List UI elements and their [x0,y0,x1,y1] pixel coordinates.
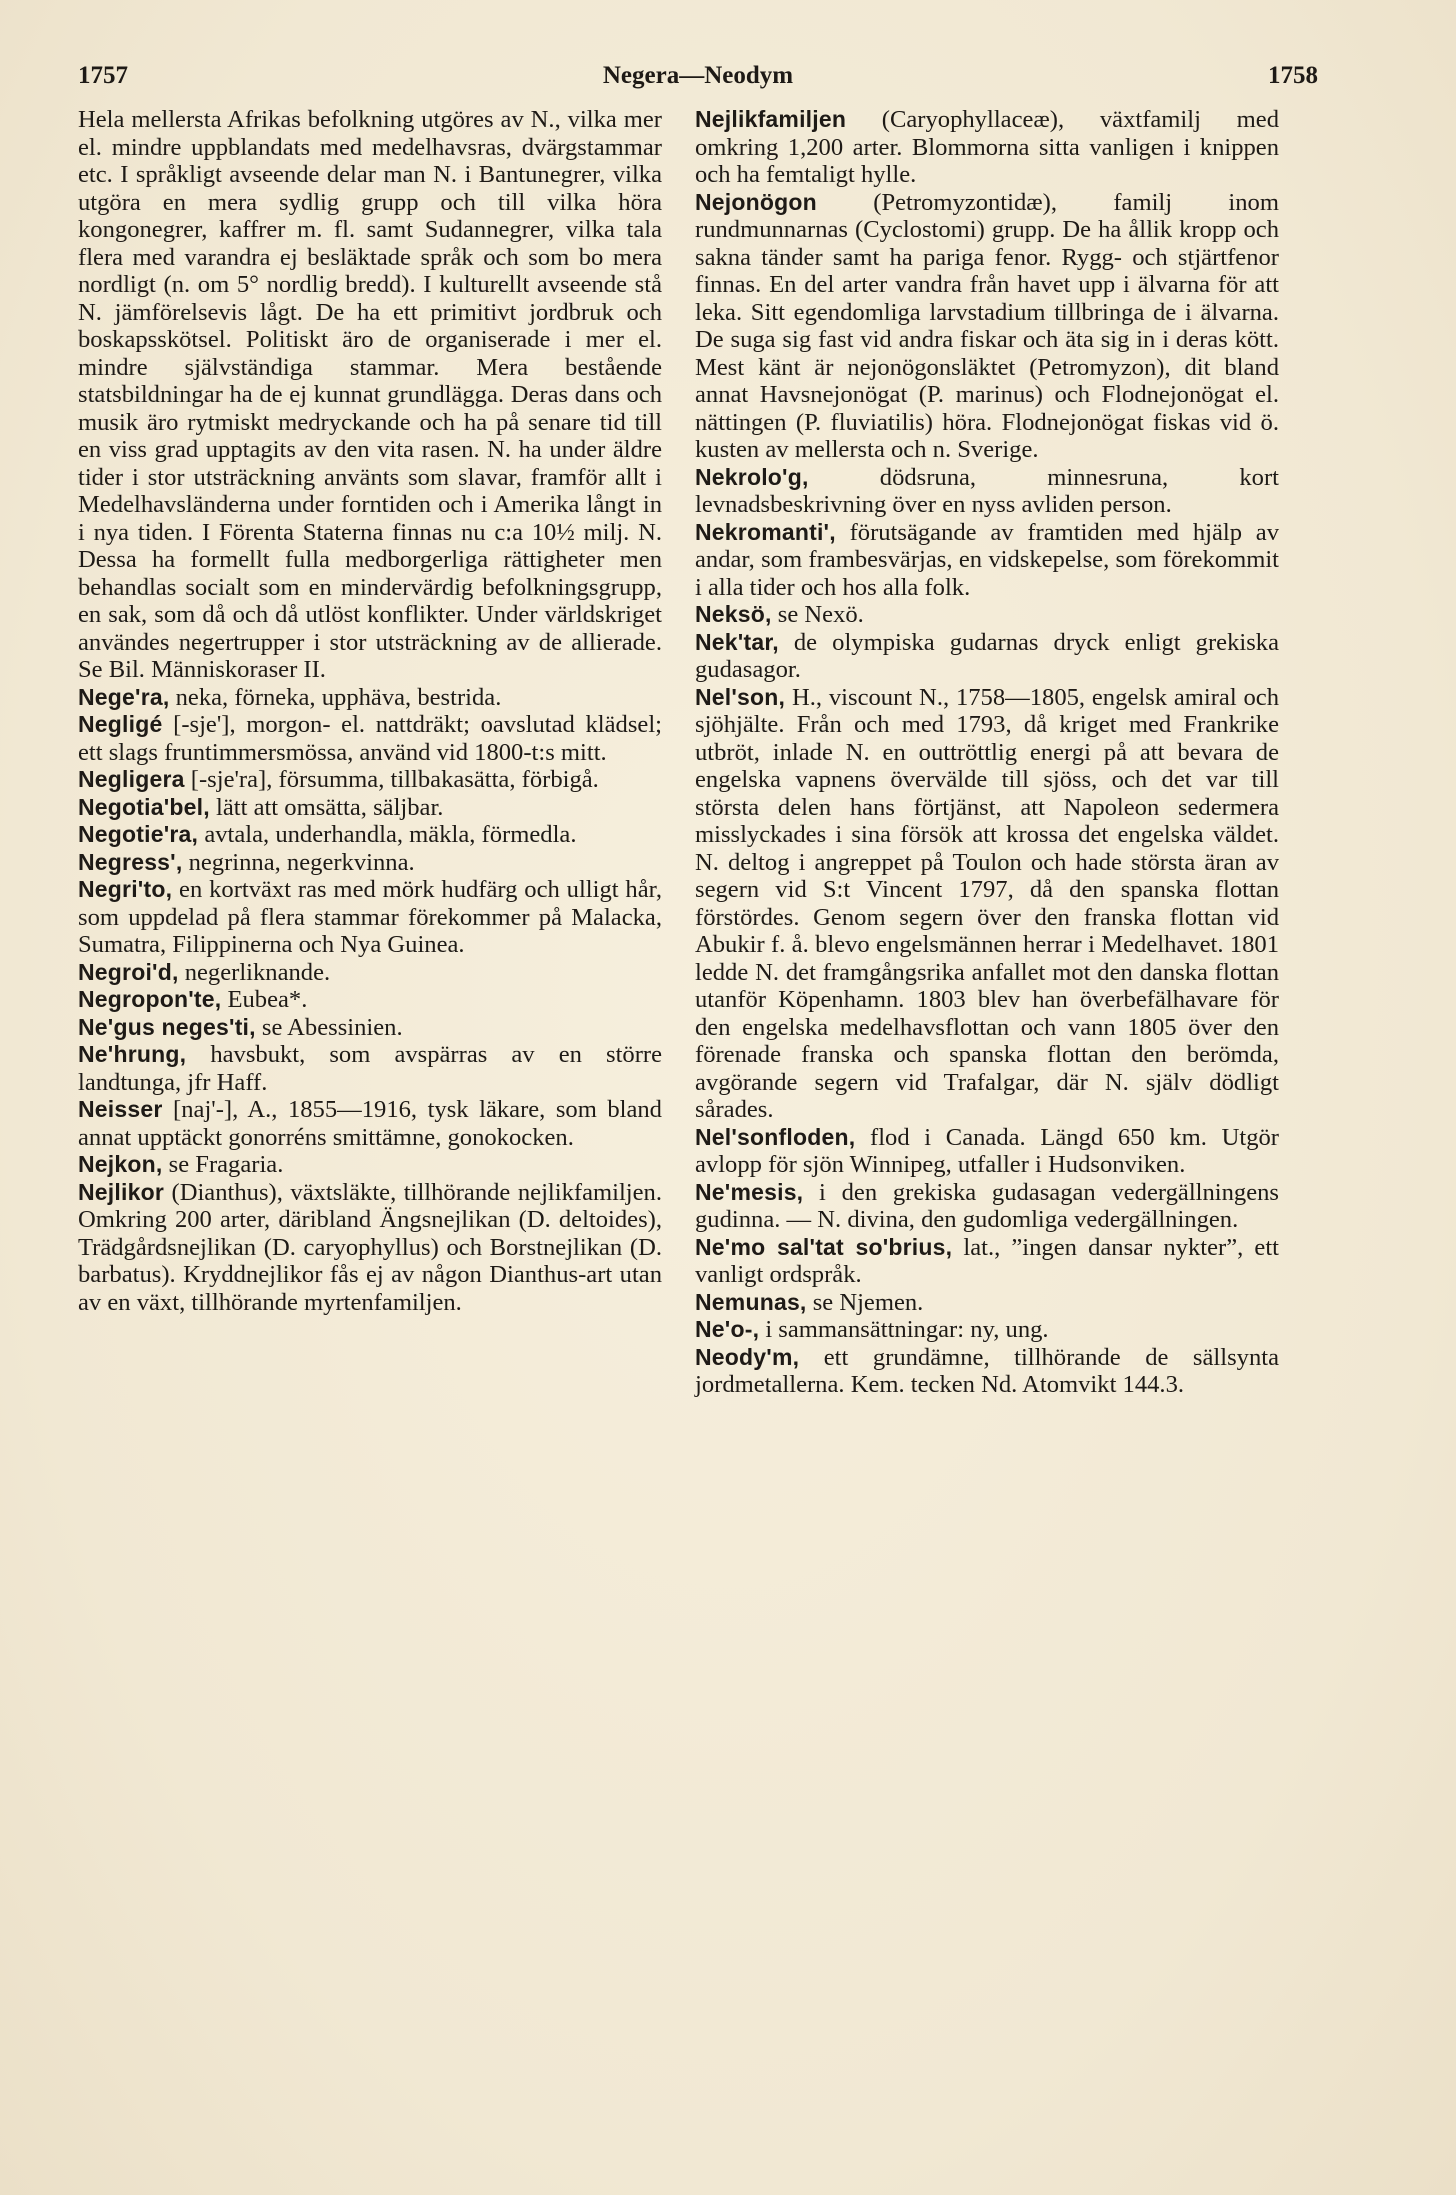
entry-headword: Negligera [78,766,185,792]
entry-headword: Nekromanti', [695,518,836,545]
entry-headword: Negotia'bel, [78,793,210,820]
page-number-left: 1757 [78,62,128,89]
entry-headword: Ne'o-, [695,1316,760,1342]
dictionary-entry [78,794,662,822]
dictionary-entry [695,519,1279,602]
dictionary-entry [695,1124,1279,1179]
entry-text: Hela mellersta Afrikas befolkning utgöres av N., vilka mer el. mindre uppblandats med medelhavsras, dvärgstammar etc. I språkligt avseende delar man N. i Bantunegrer, vilka utgöra en mera sydlig grupp och till vilka höra kongonegrer, kaffrer m. fl. samt Sudannegrer, vilka tala flera med varandra ej besläktade språk och som bo mera nordligt (n. om 5° nordlig bredd). I kulturellt avseende stå N. jämförelsevis lågt. De ha ett primitivt jordbruk och boskapsskötsel. Politiskt äro de organiserade i mer el. mindre självständiga stammar. Mera bestående statsbildningar ha de ej kunnat grundlägga. Deras dans och musik äro rytmiskt medryckande och ha på senare tid till en viss grad upptagits av den vita rasen. N. ha under äldre tider i stor utsträckning använts som slavar, framför allt i Medelhavsländerna under forntiden och i Amerika långt in i nya tiden. I Förenta Staterna finnas nu c:a 10½ milj. N. Dessa ha formellt fulla medborgerliga rättigheter men behandlas socialt som en mindervärdig befolkningsgrupp, en sak, som då och då utlöst konflikter. Under världskriget användes negertrupper i stor utsträckning av de allierade. Se Bil. Människoraser II. [78,106,662,683]
entry-headword: Nege'ra, [78,683,170,710]
entry-text: H., viscount N., 1758—1805, engelsk amiral och sjöhjälte. Från och med 1793, då kriget med Frankrike utbröt, inlade N. en outtröttlig energi på att bevara de engelska vapnens övervälde till sjöss, och det var till största delen hans förtjänst, att Napoleon sedermera misslyckades i sina försök att krossa det engelska väldet. N. deltog i angreppet på Toulon och hade största äran av segern vid S:t Vincent 1797, då den spanska flottan förstördes. Genom segern över den franska flottan vid Abukir f. å. blevo engelsmännen herrar i Medelhavet. 1801 ledde N. det framgångsrika anfallet mot den danska flottan utanför Köpenhamn. 1803 blev han överbefälhavare för den engelska medelhavsflottan och vann 1805 över den förenade franska och spanska flottan den berömda, avgörande segern vid Trafalgar, där N. själv dödligt sårades. [695,683,1280,1123]
dictionary-entry [78,876,662,959]
entry-headword: Nejlikor [78,1178,164,1205]
entry-headword: Ne'gus neges'ti, [78,1013,256,1040]
dictionary-entry [78,684,662,712]
dictionary-entry [695,1316,1279,1344]
entry-text: (Petromyzontidæ), familj inom rundmunnarnas (Cyclostomi) grupp. De ha ållik kropp och sakna tänder samt ha pariga fenor. Rygg- och stjärtfenor finnas. En del arter vandra från havet upp i älvarna för att leka. Sitt egendomliga larvstadium tillbringa de i älvarna. De suga sig fast vid andra fiskar och äta sig in i deras kött. Mest känt är nejonögonsläktet (Petromyzon), dit bland annat Havsnejonögat (P. marinus) och Flodnejonögat el. nättingen (P. fluviatilis) höra. Flodnejonögat fiskas vid ö. kusten av mellersta och n. Sverige. [695,188,1279,463]
dictionary-entry [78,821,662,849]
dictionary-entry [695,629,1279,684]
entry-text: avtala, underhandla, mäkla, förmedla. [204,821,577,848]
entry-headword: Nejlikfamiljen [695,106,847,132]
entry-headword: Negligé [78,711,163,737]
dictionary-entry [78,959,662,987]
dictionary-entry [78,849,662,877]
entry-text: [naj'-], A., 1855—1916, tysk läkare, som bland annat upptäckt gonorréns smittämne, gonokocken. [78,1096,662,1151]
entry-text: dödsruna, minnesruna, kort levnadsbeskrivning över en nyss avliden person. [695,463,1279,518]
dictionary-entry [695,189,1279,464]
entry-text: Eubea*. [227,986,308,1013]
dictionary-entry [78,711,662,766]
dictionary-entry [78,1041,662,1096]
entry-headword: Nekrolo'g, [695,463,809,490]
entry-headword: Neisser [78,1096,163,1122]
entry-headword: Negotie'ra, [78,821,199,847]
entry-text: havsbukt, som avspärras av en större landtunga, jfr Haff. [78,1041,662,1096]
dictionary-entry [695,1234,1279,1289]
entry-headword: Negri'to, [78,876,173,902]
entry-text: de olympiska gudarnas dryck enligt grekiska gudasagor. [695,628,1279,683]
entry-text: (Dianthus), växtsläkte, tillhörande nejlikfamiljen. Omkring 200 arter, däribland Ängsnejlikan (D. deltoides), Trädgårdsnejlikan (D. caryophyllus) och Borstnejlikan (D. barbatus). Kryddnejlikor fås ej av någon Dianthus-art utan av en växt, tillhörande myrtenfamiljen. [78,1178,662,1316]
entry-headword: Ne'hrung, [78,1041,187,1067]
entry-headword: Ne'mesis, [695,1178,804,1205]
entry-headword: Neody'm, [695,1343,800,1370]
entry-text: i sammansättningar: ny, ung. [765,1316,1049,1343]
entry-headword: Nejonögon [695,188,817,215]
entry-text: flod i Canada. Längd 650 km. Utgör avlopp för sjön Winnipeg, utfaller i Hudsonviken. [695,1123,1279,1178]
entry-text: negerliknande. [184,958,331,986]
dictionary-entry [78,986,662,1014]
entry-text: se Nexö. [777,601,864,628]
entry-headword: Negropon'te, [78,986,222,1012]
entry-headword: Negress', [78,848,183,875]
entry-headword: Neksö, [695,601,772,627]
entry-text: neka, förneka, upphäva, bestrida. [175,683,502,711]
dictionary-entry [695,684,1279,1124]
dictionary-entry [78,1179,662,1317]
dictionary-entry [78,1151,662,1179]
entry-text: lätt att omsätta, säljbar. [216,793,444,821]
entry-text: negrinna, negerkvinna. [188,848,415,876]
dictionary-entry [78,1096,662,1151]
entry-headword: Nel'sonfloden, [695,1123,856,1150]
entry-text: se Abessinien. [261,1013,403,1041]
entry-text: förutsägande av framtiden med hjälp av andar, som frambesvärjas, en vidskepelse, som förekommit i alla tider och hos alla folk. [695,518,1279,601]
entry-headword: Nel'son, [695,683,786,710]
entry-headword: Ne'mo sal'tat so'brius, [695,1233,953,1260]
entry-text: [-sje'ra], försumma, tillbakasätta, förbigå. [190,766,599,793]
entry-headword: Nemunas, [695,1288,807,1315]
dictionary-entry [695,464,1279,519]
entry-text: (Caryophyllaceæ), växtfamilj med omkring 1,200 arter. Blommorna sitta vanligen i knippen och ha femtaligt hylle. [695,106,1279,188]
page-number-right: 1758 [1268,62,1318,89]
dictionary-entry [78,766,662,794]
entry-text: ett grundämne, tillhörande de sällsynta jordmetallerna. Kem. tecken Nd. Atomvikt 144.3. [695,1343,1280,1398]
right-column [695,106,1279,1399]
entry-headword: Nek'tar, [695,628,779,655]
running-header [78,62,1318,98]
dictionary-entry [78,1014,662,1042]
entry-text: en kortväxt ras med mörk hudfärg och ulligt hår, som uppdelad på flera stammar förekommer på Malacka, Sumatra, Filippinerna och Nya Guinea. [78,876,662,958]
entry-text: se Njemen. [812,1288,924,1316]
entry-text: lat., ”ingen dansar nykter”, ett vanligt ordspråk. [695,1233,1279,1288]
entry-headword: Negroi'd, [78,958,179,985]
entry-headword: Nejkon, [78,1151,163,1177]
dictionary-entry [695,106,1279,189]
entry-text: se Fragaria. [168,1151,284,1178]
entry-text: [-sje'], morgon- el. nattdräkt; oavslutad klädsel; ett slags fruntimmersmössa, använd vid 1800-t:s mitt. [78,711,662,766]
dictionary-entry [695,1289,1279,1317]
entry-text: i den grekiska gudasagan vedergällningens gudinna. — N. divina, den gudomliga vedergällningen. [695,1178,1279,1233]
left-column [78,106,662,1316]
dictionary-entry [695,601,1279,629]
running-title: Negera—Neodym [602,62,794,89]
dictionary-entry [78,106,662,684]
dictionary-entry [695,1344,1279,1399]
dictionary-entry [695,1179,1279,1234]
